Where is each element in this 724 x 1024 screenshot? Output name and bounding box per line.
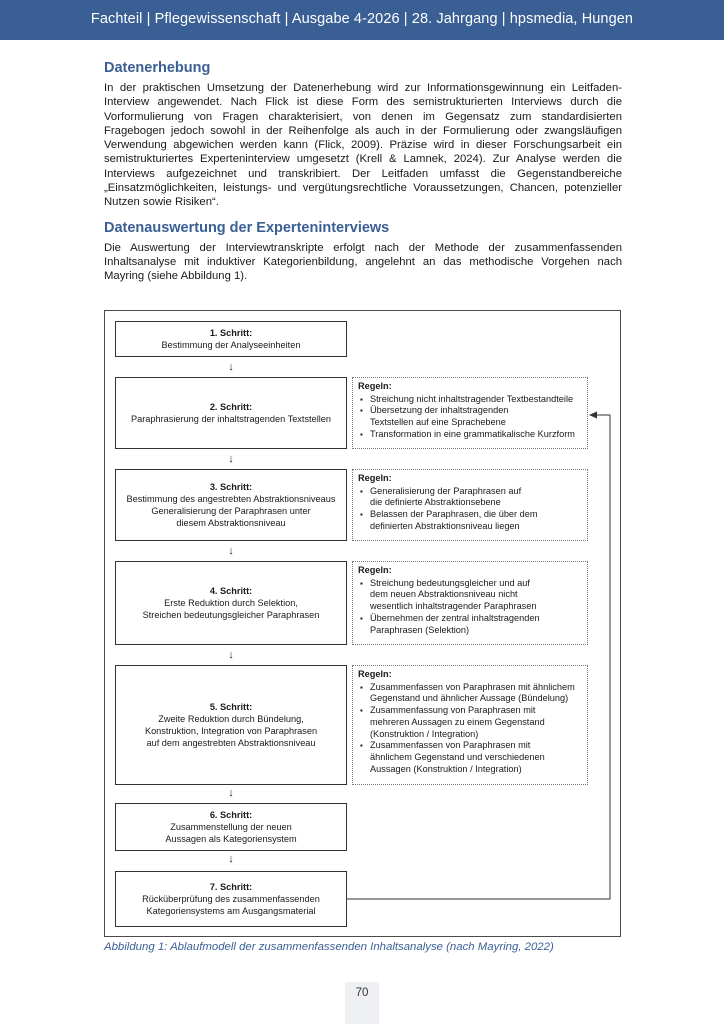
rules-title: Regeln: [358, 565, 392, 575]
step-line: Streichen bedeutungsgleicher Paraphrasen [142, 610, 320, 620]
step-line: Aussagen als Kategoriensystem [165, 834, 297, 844]
step-box-2 [115, 377, 347, 449]
step-line: Rücküberprüfung des zusammenfassenden [142, 894, 320, 904]
paragraph-datenerhebung: In der praktischen Umsetzung der Datenerhebung wird zur Informationsgewinnung ein Leitfaden-Interview angewendet. Nach Flick ist diese Form des semistrukturierten Interviews durch die Vorformulierung von Fragen charakterisiert, von denen im Gegensatz zum standardisierten Fragebogen jedoch sowohl in der Reihenfolge als auch in der Formulierung oder zwangsläufigen Verwendung abgewichen werden kann (Flick, 2009). Präzise wird in dieser Forschungsarbeit ein semistrukturiertes Experteninterview umgesetzt (Krell & Lamnek, 2024). Zur Analyse werden die Interviews aufgezeichnet und transkribiert. Der Leitfaden umfasst die Gegenstandbereiche „Einsatzmöglichkeiten, leistungs- und vergütungsrechtliche Voraussetzungen, Chancen, potenzieller Nutzen sowie Risiken“. [104, 82, 622, 209]
rules-box-2 [352, 469, 588, 541]
rule-item: ▪ Generalisierung der Paraphrasen auf die definierte Abstraktionsebene [358, 486, 582, 509]
header-bar [0, 0, 724, 40]
step-title: 6. Schritt: [209, 810, 253, 820]
rule-item: ▪ Transformation in eine grammatikalische Kurzform [358, 429, 582, 441]
rule-item: ▪ Zusammenfassung von Paraphrasen mit mehreren Aussagen zu einem Gegenstand (Konstruktion / Integration) [358, 705, 582, 740]
step-box-3 [115, 469, 347, 541]
rules-title: Regeln: [358, 381, 392, 391]
rules-title: Regeln: [358, 473, 392, 483]
rules-title: Regeln: [358, 669, 392, 679]
rule-item: ▪ Zusammenfassen von Paraphrasen mit ähnlichem Gegenstand und verschiedenen Aussagen (Konstruktion / Integration) [358, 740, 582, 775]
page-number: 70 [355, 987, 369, 999]
step-line: Bestimmung der Analyseeinheiten [161, 340, 301, 350]
step-title: 7. Schritt: [209, 882, 253, 892]
running-header: Fachteil | Pflegewissenschaft | Ausgabe 4-2026 | 28. Jahrgang | hpsmedia, Hungen [90, 11, 634, 27]
down-arrow-icon: ↓ [228, 453, 234, 465]
step-line: Bestimmung des angestrebten Abstraktionsniveaus [126, 494, 336, 504]
step-line: diesem Abstraktionsniveau [176, 518, 286, 528]
step-title: 4. Schritt: [209, 586, 253, 596]
section-heading-datenauswertung: Datenauswertung der Experteninterviews [104, 219, 390, 236]
step-title: 2. Schritt: [209, 402, 253, 412]
down-arrow-icon: ↓ [228, 787, 234, 799]
step-line: Konstruktion, Integration von Paraphrasen [144, 726, 318, 736]
article-body [104, 60, 622, 294]
rule-item: ▪ Zusammenfassen von Paraphrasen mit ähnlichem Gegenstand und ähnlicher Aussage (Bündelung) [358, 682, 582, 705]
section-heading-datenerhebung: Datenerhebung [104, 60, 211, 76]
step-box-5 [115, 665, 347, 785]
step-box-6 [115, 803, 347, 851]
figure-caption: Abbildung 1: Ablaufmodell der zusammenfassenden Inhaltsanalyse (nach Mayring, 2022) [104, 941, 554, 953]
step-box-4 [115, 561, 347, 645]
arrowhead-left-icon [589, 412, 597, 419]
page-number-box [345, 982, 379, 1024]
down-arrow-icon: ↓ [228, 649, 234, 661]
rule-item: ▪ Streichung bedeutungsgleicher und auf dem neuen Abstraktionsniveau nicht wesentlich inhaltstragender Paraphrasen [358, 578, 582, 613]
step-title: 5. Schritt: [209, 702, 253, 712]
step-title: 3. Schritt: [209, 482, 253, 492]
step-line: auf dem angestrebten Abstraktionsniveau [146, 738, 316, 748]
rule-item: ▪ Streichung nicht inhaltstragender Textbestandteile [358, 394, 582, 406]
paragraph-datenauswertung: Die Auswertung der Interviewtranskripte erfolgt nach der Methode der zusammenfassenden Inhaltsanalyse mit induktiver Kategorienbildung, angelehnt an das methodische Vorgehen nach Mayring (siehe Abbildung 1). [104, 241, 622, 283]
step-box-7 [115, 871, 347, 927]
rule-item: ▪ Belassen der Paraphrasen, die über dem definierten Abstraktionsniveau liegen [358, 509, 582, 532]
down-arrow-icon: ↓ [228, 853, 234, 865]
rules-box-4 [352, 665, 588, 785]
down-arrow-icon: ↓ [228, 545, 234, 557]
step-line: Paraphrasierung der inhaltstragenden Textstellen [130, 414, 332, 424]
rule-item: ▪ Übernehmen der zentral inhaltstragenden Paraphrasen (Selektion) [358, 613, 582, 636]
step-line: Zweite Reduktion durch Bündelung, [158, 714, 304, 724]
step-box-1 [115, 321, 347, 357]
rule-item: ▪ Übersetzung der inhaltstragenden Textstellen auf eine Sprachebene [358, 405, 582, 428]
rules-box-3 [352, 561, 588, 645]
step-line: Kategoriensystems am Ausgangsmaterial [146, 906, 316, 916]
step-line: Erste Reduktion durch Selektion, [164, 598, 298, 608]
rules-box-1 [352, 377, 588, 449]
step-line: Generalisierung der Paraphrasen unter [151, 506, 311, 516]
down-arrow-icon: ↓ [228, 361, 234, 373]
step-line: Zusammenstellung der neuen [170, 822, 292, 832]
step-title: 1. Schritt: [209, 328, 253, 338]
flow-diagram [104, 310, 621, 937]
